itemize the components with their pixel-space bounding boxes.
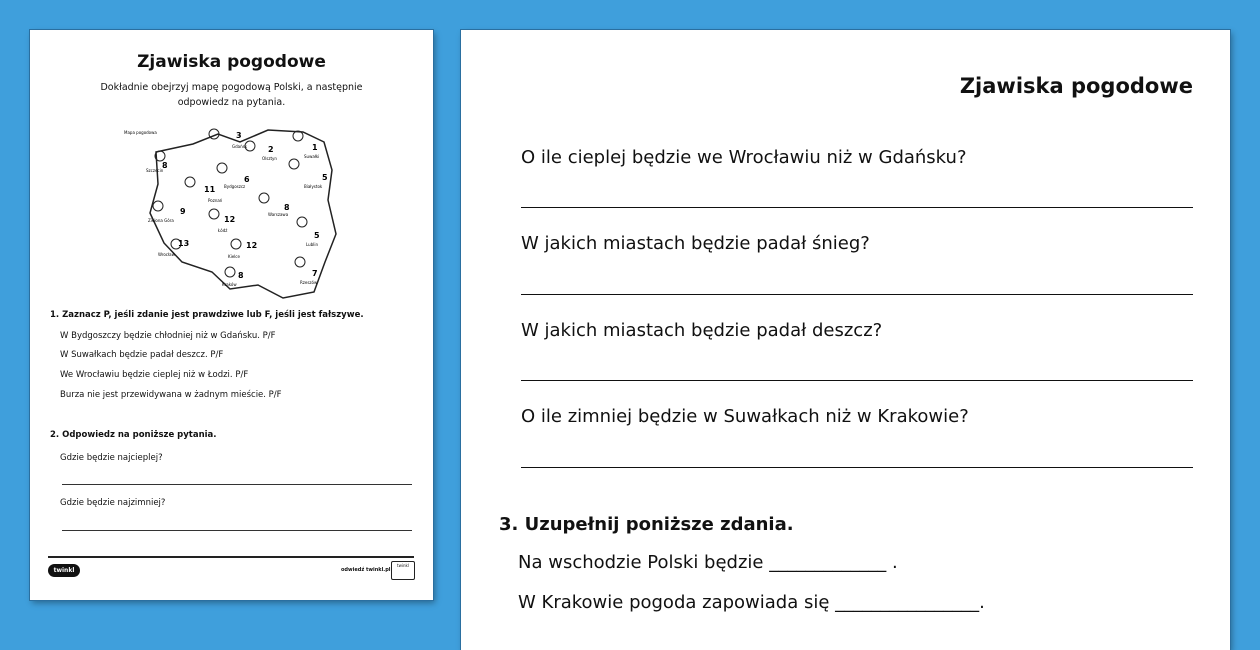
map-city: Warszawa xyxy=(268,212,289,217)
answer-line[interactable] xyxy=(521,207,1193,208)
map-city: Gdańsk xyxy=(232,144,248,149)
statement: W Bydgoszczy będzie chłodniej niż w Gdańsku. P/F xyxy=(60,331,276,341)
left-title: Zjawiska pogodowe xyxy=(137,52,326,72)
answer-line xyxy=(62,484,412,485)
footer-divider xyxy=(48,556,414,558)
twinkl-logo: twinkl xyxy=(48,564,80,577)
map-city: Lublin xyxy=(306,242,318,247)
map-city: Poznań xyxy=(208,198,223,203)
map-temp: 6 xyxy=(244,175,250,184)
worksheet-thumbnail[interactable] xyxy=(30,30,433,600)
question: Gdzie będzie najzimniej? xyxy=(60,498,166,508)
map-temp: 8 xyxy=(162,161,168,170)
task-3: 3. Uzupełnij poniższe zdania. xyxy=(499,514,794,535)
right-title: Zjawiska pogodowe xyxy=(959,74,1193,98)
map-temp: 12 xyxy=(224,215,236,224)
question: Gdzie będzie najcieplej? xyxy=(60,453,163,463)
footer-url: odwiedź twinkl.pl xyxy=(341,567,391,573)
map-city: Szczecin xyxy=(146,168,164,173)
map-temp: 8 xyxy=(238,271,244,280)
map-temp: 13 xyxy=(178,239,190,248)
map-temp: 3 xyxy=(236,131,242,140)
map-city: Suwałki xyxy=(304,154,320,159)
question: O ile cieplej będzie we Wrocławiu niż w Gdańsku? xyxy=(521,147,967,168)
map-city: Kielce xyxy=(228,254,240,259)
answer-line[interactable] xyxy=(521,294,1193,295)
footer-badge: twinkl xyxy=(391,561,415,580)
map-temp: 5 xyxy=(314,231,320,240)
question: W jakich miastach będzie padał śnieg? xyxy=(521,233,870,254)
map-city: Wrocław xyxy=(158,252,175,257)
map-city: Rzeszów xyxy=(300,280,318,285)
map-city: Bydgoszcz xyxy=(224,184,246,189)
map-city: Olsztyn xyxy=(262,156,277,161)
worksheet-page[interactable] xyxy=(461,30,1230,650)
map-temp: 1 xyxy=(312,143,318,152)
question: W jakich miastach będzie padał deszcz? xyxy=(521,320,883,341)
left-intro: Dokładnie obejrzyj mapę pogodową Polski, a następnie odpowiedz na pytania. xyxy=(100,82,363,108)
task-2: 2. Odpowiedz na poniższe pytania. xyxy=(50,430,217,440)
map-temp: 11 xyxy=(204,185,216,194)
map-city: Łódź xyxy=(218,228,228,233)
answer-line[interactable] xyxy=(521,380,1193,381)
answer-line xyxy=(62,530,412,531)
map-temp: 2 xyxy=(268,145,274,154)
map-legend: Mapa pogodowa xyxy=(124,130,157,135)
question: O ile zimniej będzie w Suwałkach niż w Krakowie? xyxy=(521,406,969,427)
map-temp: 8 xyxy=(284,203,290,212)
fill-sentence: W Krakowie pogoda zapowiada się ________________. xyxy=(518,592,985,613)
map-city: Zielona Góra xyxy=(148,218,174,223)
answer-line[interactable] xyxy=(521,467,1193,468)
fill-sentence: Na wschodzie Polski będzie _____________ . xyxy=(518,552,898,573)
statement: We Wrocławiu będzie cieplej niż w Łodzi. P/F xyxy=(60,370,249,380)
statement: W Suwałkach będzie padał deszcz. P/F xyxy=(60,350,224,360)
statement: Burza nie jest przewidywana w żadnym mieście. P/F xyxy=(60,390,282,400)
map-city: Białystok xyxy=(304,184,323,189)
map-temp: 5 xyxy=(322,173,328,182)
task-1: 1. Zaznacz P, jeśli zdanie jest prawdziwe lub F, jeśli jest fałszywe. xyxy=(50,310,364,320)
map-temp: 7 xyxy=(312,269,318,278)
map-temp: 12 xyxy=(246,241,258,250)
map-temp: 9 xyxy=(180,207,186,216)
map-city: Kraków xyxy=(222,282,237,287)
poland-weather-map xyxy=(118,122,343,300)
